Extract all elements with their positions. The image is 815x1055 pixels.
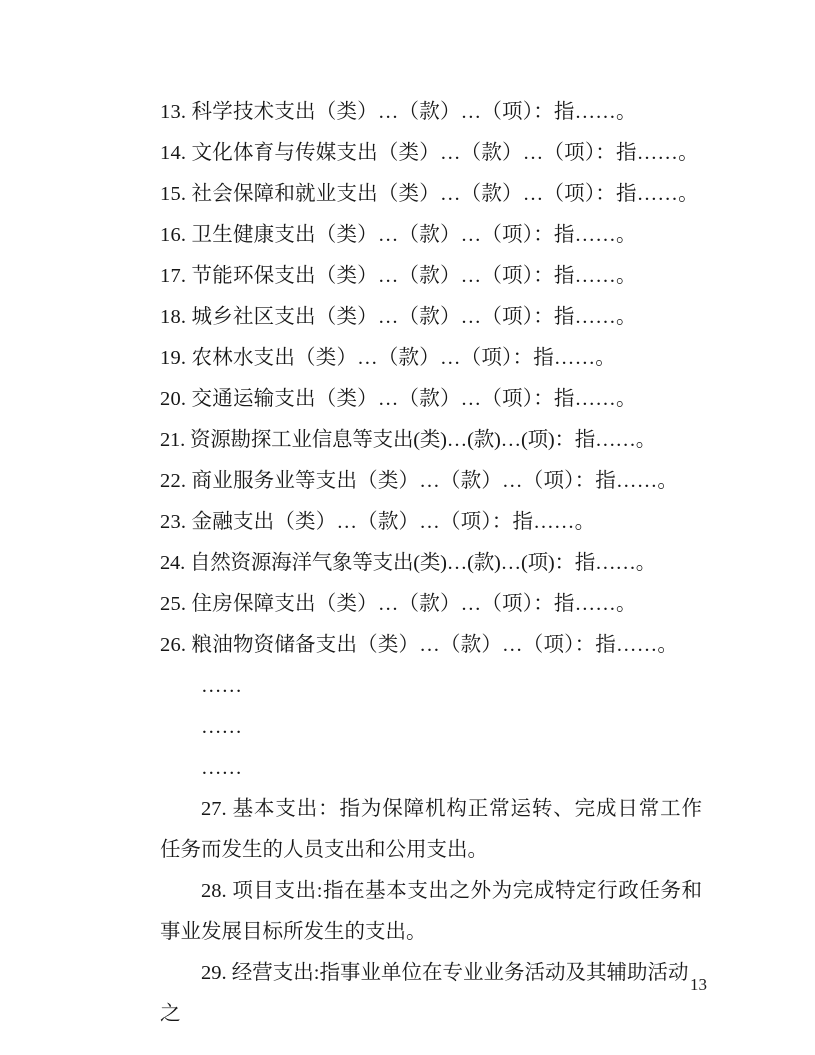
- list-item: 26. 粮油物资储备支出（类）…（款）…（项）：指……。: [160, 634, 679, 656]
- document-body: [160, 92, 700, 1035]
- list-item: 25. 住房保障支出（类）…（款）…（项）：指……。: [160, 593, 637, 615]
- paragraph: 27. 基本支出：指为保障机构正常运转、完成日常工作任务而发生的人员支出和公用支出。: [160, 798, 702, 861]
- list-item: 19. 农林水支出（类）…（款）…（项）：指……。: [160, 347, 616, 369]
- ellipsis-line: ……: [201, 675, 242, 697]
- list-item: 16. 卫生健康支出（类）…（款）…（项）：指……。: [160, 224, 637, 246]
- list-item: 21. 资源勘探工业信息等支出(类)…(款)…(项)：指……。: [160, 429, 657, 451]
- paragraph: 28. 项目支出:指在基本支出之外为完成特定行政任务和事业发展目标所发生的支出。: [160, 880, 702, 943]
- list-item: 17. 节能环保支出（类）…（款）…（项）：指……。: [160, 265, 637, 287]
- ellipsis-line: ……: [201, 757, 242, 779]
- ellipsis-line: ……: [201, 716, 242, 738]
- list-item: 24. 自然资源海洋气象等支出(类)…(款)…(项)：指……。: [160, 552, 657, 574]
- list-item: 22. 商业服务业等支出（类）…（款）…（项）：指……。: [160, 470, 679, 492]
- page-number: 13: [690, 975, 707, 994]
- list-item: 14. 文化体育与传媒支出（类）…（款）…（项）：指……。: [160, 142, 699, 164]
- list-item: 20. 交通运输支出（类）…（款）…（项）：指……。: [160, 388, 637, 410]
- list-item: 13. 科学技术支出（类）…（款）…（项）：指……。: [160, 101, 637, 123]
- list-item: 15. 社会保障和就业支出（类）…（款）…（项）：指……。: [160, 183, 699, 205]
- list-item: 23. 金融支出（类）…（款）…（项）：指……。: [160, 511, 596, 533]
- list-item: 18. 城乡社区支出（类）…（款）…（项）：指……。: [160, 306, 637, 328]
- paragraph: 29. 经营支出:指事业单位在专业业务活动及其辅助活动之: [160, 962, 689, 1025]
